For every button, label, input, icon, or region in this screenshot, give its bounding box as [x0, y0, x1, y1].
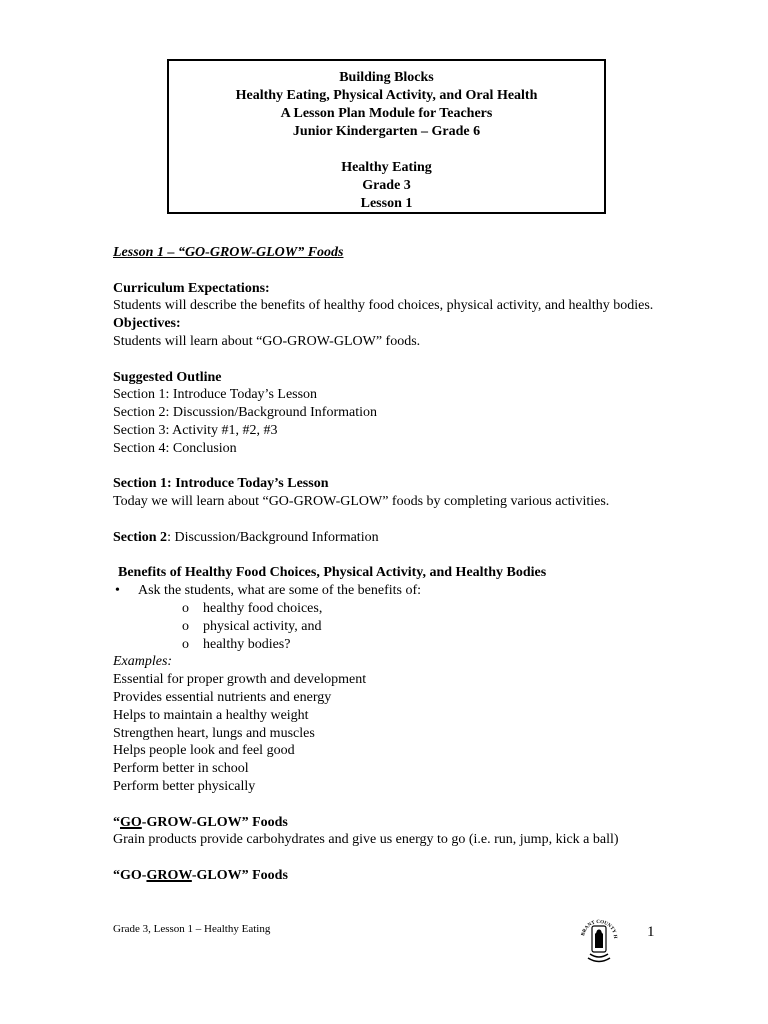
- grow-heading: “GO-GROW-GLOW” Foods: [113, 867, 288, 883]
- list-item: [113, 600, 656, 618]
- objectives-heading: Objectives:: [113, 316, 181, 332]
- footer-text: Grade 3, Lesson 1 – Healthy Eating: [113, 923, 271, 935]
- example-item: Perform better in school: [113, 761, 249, 777]
- outline-item: Section 1: Introduce Today’s Lesson: [113, 387, 318, 403]
- logo-arc-text: BRANT COUNTY H: [581, 919, 618, 939]
- title-line: A Lesson Plan Module for Teachers: [280, 106, 493, 121]
- title-line: Healthy Eating, Physical Activity, and Oral Health: [235, 88, 538, 103]
- outline-heading: Suggested Outline: [113, 369, 222, 385]
- outline-item: Section 4: Conclusion: [113, 440, 237, 456]
- go-text: Grain products provide carbohydrates and give us energy to go (i.e. run, jump, kick a ball): [113, 832, 619, 848]
- list-item: [113, 582, 656, 600]
- circle-bullet-icon: o: [182, 600, 189, 616]
- title-line: Building Blocks: [339, 70, 434, 85]
- example-item: Helps people look and feel good: [113, 743, 295, 759]
- circle-bullet-icon: o: [182, 636, 189, 652]
- title-line: Junior Kindergarten – Grade 6: [292, 124, 481, 139]
- lesson-title: Lesson 1 – “GO-GROW-GLOW” Foods: [113, 245, 344, 260]
- title-line: Grade 3: [362, 178, 411, 193]
- title-box: [167, 59, 606, 214]
- bullet-icon: •: [115, 583, 120, 599]
- example-item: Helps to maintain a healthy weight: [113, 707, 309, 723]
- section2-heading-rest: : Discussion/Background Information: [167, 529, 379, 545]
- list-item: [113, 618, 656, 636]
- sub-item-text: healthy food choices,: [203, 600, 323, 616]
- examples-label: Examples:: [113, 654, 173, 670]
- health-unit-logo-icon: [576, 904, 622, 968]
- list-item: [113, 636, 656, 654]
- example-item: Essential for proper growth and development: [113, 672, 367, 688]
- section1-text: Today we will learn about “GO-GROW-GLOW” foods by completing various activities.: [113, 494, 610, 510]
- circle-bullet-icon: o: [182, 618, 189, 634]
- title-line: Healthy Eating: [341, 160, 432, 175]
- curriculum-heading: Curriculum Expectations:: [113, 280, 270, 296]
- objectives-text: Students will learn about “GO-GROW-GLOW” foods.: [113, 333, 421, 349]
- benefits-heading: Benefits of Healthy Food Choices, Physical Activity, and Healthy Bodies: [118, 565, 547, 581]
- sub-item-text: physical activity, and: [203, 618, 322, 634]
- example-item: Perform better physically: [113, 778, 256, 794]
- outline-item: Section 3: Activity #1, #2, #3: [113, 422, 278, 438]
- example-item: Strengthen heart, lungs and muscles: [113, 725, 315, 741]
- curriculum-text: Students will describe the benefits of healthy food choices, physical activity, and healthy bodies.: [113, 298, 654, 314]
- page-number: 1: [647, 924, 655, 940]
- document-body: [113, 244, 656, 885]
- example-item: Provides essential nutrients and energy: [113, 689, 332, 705]
- bullet-text: Ask the students, what are some of the benefits of:: [138, 583, 422, 599]
- section2-heading: Section 2: Discussion/Background Information: [113, 529, 379, 545]
- go-heading: “GO-GROW-GLOW” Foods: [113, 814, 288, 830]
- section1-heading: Section 1: Introduce Today’s Lesson: [113, 476, 329, 492]
- outline-item: Section 2: Discussion/Background Information: [113, 405, 378, 421]
- title-line: Lesson 1: [360, 196, 413, 211]
- sub-item-text: healthy bodies?: [203, 636, 291, 652]
